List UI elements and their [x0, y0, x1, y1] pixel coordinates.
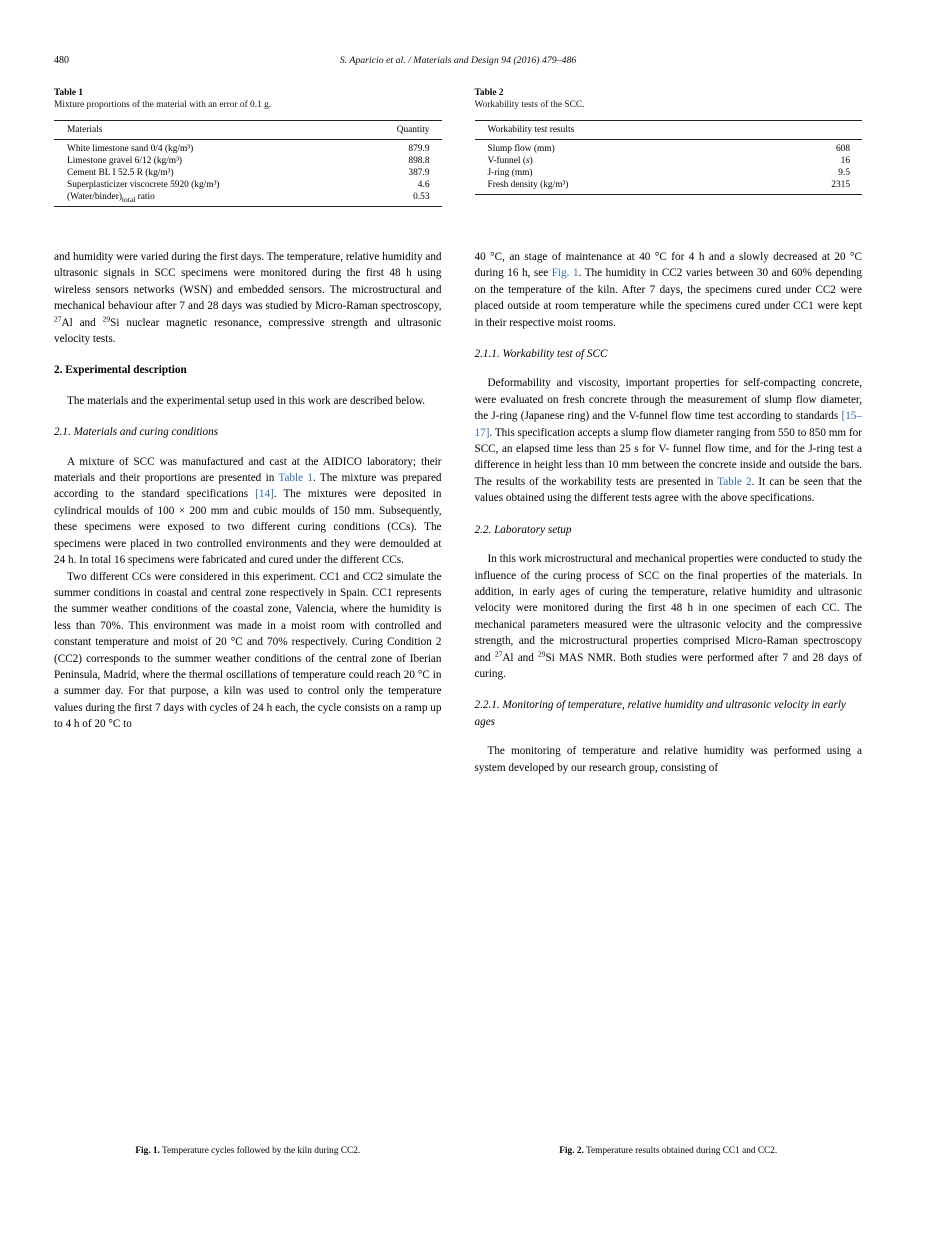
figure2-label: Fig. 2.	[559, 1146, 584, 1156]
table2-caption: Workability tests of the SCC.	[474, 100, 585, 110]
text-segment: Al and	[502, 651, 539, 664]
text-segment: . The humidity in CC2 varies between 30 and 60% depending on the temperature of the kiln. After 7 days, the specimens cured under CC2 were placed outside at room temperature while the specimens cured under CC1 were kept in their respective moist rooms.	[474, 267, 862, 329]
paragraph	[475, 743, 863, 776]
paragraph	[475, 551, 863, 682]
table-row	[475, 167, 863, 179]
table2-block	[475, 88, 863, 207]
page-number: 480	[54, 55, 69, 66]
subsection-heading-laboratory: 2.2. Laboratory setup	[474, 523, 572, 536]
paragraph	[475, 375, 863, 506]
running-header	[54, 55, 862, 69]
table2-label: Table 2	[474, 88, 504, 98]
table-row	[475, 155, 863, 167]
text-segment: Superplasticizer viscocrete 5920 (kg/m³)	[67, 180, 220, 190]
text-segment: In this work microstructural and mechanical properties were conducted to study the influence of the curing process of SCC on the final properties of the materials. In addition, in early ages of curing the temperature, relative humidity and ultrasonic velocity were monitored during the first 48 h in one specimen of each CC. The mechanical parameters measured were the ultrasonic velocity and the compressive strength, and the microstructural properties comprised Micro-Raman spectroscopy and	[474, 553, 862, 664]
paragraph	[54, 569, 442, 733]
material-quantity: 898.8	[408, 156, 430, 166]
figure-captions-band	[54, 1146, 862, 1156]
material-quantity: 879.9	[408, 144, 430, 154]
table2-col-results: Workability test results	[475, 121, 863, 140]
material-name	[54, 191, 359, 207]
material-quantity: 0.53	[413, 192, 430, 202]
material-name	[54, 140, 359, 156]
text-segment: 29	[102, 313, 111, 323]
table1	[54, 120, 442, 207]
text-segment: . The mixtures were deposited in cylindrical moulds of 100 × 200 mm and cubic moulds of 150 mm. Subsequently, these specimens were exposed to two different curing conditions (CCs). The specimens were placed in two controlled environments and they were demoulded at 24 h. In total 16 specimens were fabricated and cured under the different CCs.	[54, 488, 442, 567]
test-value: 16	[840, 156, 850, 166]
text-segment: (Water/binder)	[67, 192, 122, 202]
text-segment: s	[525, 156, 530, 166]
table-row	[475, 140, 863, 156]
test-name	[475, 179, 767, 195]
text-segment: J-ring (mm)	[487, 168, 533, 178]
material-quantity: 387.9	[408, 168, 430, 178]
table-row	[54, 155, 442, 167]
text-segment: Al and	[61, 316, 103, 329]
figure1-caption	[54, 1146, 442, 1156]
paragraph	[475, 249, 863, 331]
material-quantity: 4.6	[417, 180, 430, 190]
figure1-label: Fig. 1.	[135, 1146, 160, 1156]
table1-col-materials: Materials	[54, 121, 359, 140]
text-segment: 29	[538, 648, 546, 658]
material-name	[54, 155, 359, 167]
paragraph	[54, 249, 442, 347]
table-row	[54, 167, 442, 179]
table1-header-row	[54, 121, 442, 140]
text-segment: )	[529, 156, 533, 166]
running-head: S. Aparicio et al. / Materials and Design 94 (2016) 479–486	[339, 55, 577, 66]
table1-block	[54, 88, 442, 207]
left-column	[54, 249, 442, 776]
inline-link[interactable]: [14]	[255, 488, 274, 501]
inline-link[interactable]: Table 2	[717, 475, 752, 488]
table-row	[54, 179, 442, 191]
table1-label: Table 1	[54, 88, 84, 98]
table1-caption: Mixture proportions of the material with an error of 0.1 g.	[54, 100, 272, 110]
material-name	[54, 179, 359, 191]
paragraph	[54, 393, 442, 409]
test-value: 608	[835, 144, 850, 154]
body-text-band	[54, 249, 862, 776]
inline-link[interactable]: Table 1	[278, 472, 313, 485]
text-segment: and humidity were varied during the first days. The temperature, relative humidity and ultrasonic signals in SCC specimens were monitored during the first 48 h using wireless sensors networks (WSN) and embedded sensors. The microstructural and mechanical behaviour after 7 and 28 days was studied by Micro-Raman spectroscopy,	[54, 251, 442, 313]
subsection-heading-materials: 2.1. Materials and curing conditions	[54, 426, 219, 439]
right-column	[475, 249, 863, 776]
text-segment: The materials and the experimental setup used in this work are described below.	[67, 394, 426, 407]
figure1-caption-text: Temperature cycles followed by the kiln during CC2.	[159, 1146, 361, 1156]
inline-link[interactable]: [15–17]	[474, 410, 862, 439]
paragraph	[54, 454, 442, 569]
text-segment: ratio	[135, 192, 155, 202]
test-name	[475, 155, 767, 167]
material-name	[54, 167, 359, 179]
text-segment: V-funnel (	[487, 156, 526, 166]
text-segment: total	[121, 194, 136, 204]
text-segment: . It can be seen that the values obtained using the different tests agree with the above specifications.	[474, 475, 863, 505]
table-row	[54, 191, 442, 207]
test-name	[475, 140, 767, 156]
text-segment: Si nuclear magnetic resonance, compressive strength and ultrasonic velocity tests.	[54, 316, 442, 346]
test-value: 2315	[831, 180, 850, 190]
figure2-caption	[475, 1146, 863, 1156]
text-segment: Two different CCs were considered in this experiment. CC1 and CC2 simulate the summer conditions in coastal and central zone respectively in Spain. CC1 represents the summer weather conditions of the coastal zone, Valencia, where the humidity is less than 70%. This environment was made in a moist room with controlled and constant temperature and moist of 20 °C and 70% respectively. Curing Condition 2 (CC2) corresponds to the summer weather conditions of the central zone of Iberian Peninsula, Madrid, where the thermal oscillations of temperature could reach 20 °C in a summer day. For that purpose, a kiln was used to control only the temperature values during the first 7 days with cycles of 24 h each, the cycle consists on a ramp up to 4 h of 20 °C to	[54, 570, 442, 731]
text-segment: The monitoring of temperature and relative humidity was performed using a system developed by our research group, consisting of	[474, 745, 862, 774]
inline-link[interactable]: Fig. 1	[551, 267, 579, 280]
table2-header-row	[475, 121, 863, 140]
table-row	[475, 179, 863, 195]
text-segment: . The mixture was prepared according to the standard specifications	[54, 472, 442, 501]
text-segment: Slump flow (mm)	[487, 144, 555, 154]
test-value: 9.5	[838, 168, 850, 178]
text-segment: 40 °C, an stage of maintenance at 40 °C for 4 h and a slowly decreased at 20 °C during 16 h, see	[474, 251, 862, 280]
table2	[475, 120, 863, 195]
text-segment: Si MAS NMR. Both studies were performed after 7 and 28 days of curing.	[474, 651, 862, 680]
test-name	[475, 167, 767, 179]
text-segment: 27	[54, 313, 62, 323]
text-segment: Deformability and viscosity, important properties for self-compacting concrete, were evaluated on fresh concrete through the measurement of slump flow diameter, the J-ring (Japanese ring) and the V-funnel flow time test according to standards	[474, 377, 862, 423]
text-segment: 27	[494, 648, 503, 658]
table-row	[54, 140, 442, 156]
tables-band	[54, 88, 862, 207]
text-segment: White limestone sand 0/4 (kg/m³)	[67, 144, 194, 154]
section-heading-experimental: 2. Experimental description	[54, 364, 187, 377]
table1-col-quantity: Quantity	[359, 121, 442, 140]
figure2-caption-text: Temperature results obtained during CC1 and CC2.	[583, 1146, 778, 1156]
text-segment: A mixture of SCC was manufactured and cast at the AIDICO laboratory; their materials and their proportions are presented in	[54, 455, 442, 485]
text-segment: Limestone gravel 6/12 (kg/m³)	[67, 156, 183, 166]
subsection-heading-monitoring: 2.2.1. Monitoring of temperature, relative humidity and ultrasonic velocity in early ages	[474, 699, 846, 728]
text-segment: Cement BL I 52.5 R (kg/m³)	[67, 168, 174, 178]
text-segment: . This specification accepts a slump flow diameter ranging from 550 to 850 mm for SCC, an elapsed time less than 25 s for V- funnel flow time, and for the J-ring test a difference in height less than 10 mm between the concrete inside and outside the bars. The results of the workability tests are presented in	[474, 426, 862, 488]
subsection-heading-workability: 2.1.1. Workability test of SCC	[474, 348, 608, 361]
text-segment: Fresh density (kg/m³)	[487, 180, 569, 190]
